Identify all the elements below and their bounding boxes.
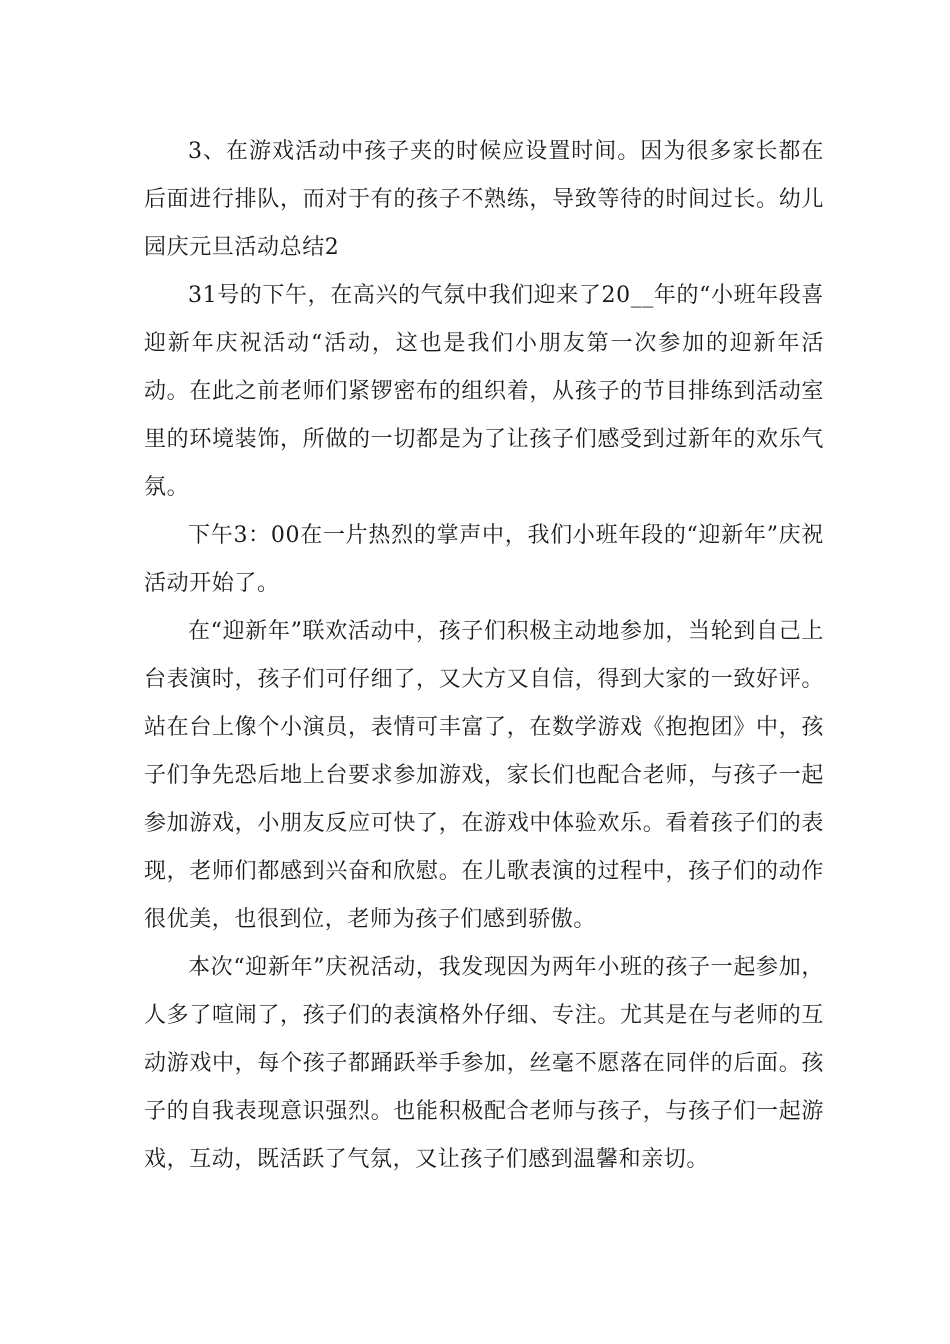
paragraph-2: 31号的下午，在高兴的气氛中我们迎来了20__年的“小班年段喜迎新年庆祝活动“活动，这也是我们小朋友第一次参加的迎新年活动。在此之前老师们紧锣密布的组织着，从孩子的节目排练到活动室里的环境装饰，所做的一切都是为了让孩子们感受到过新年的欢乐气氛。 (144, 283, 824, 500)
paragraph-4: 在“迎新年”联欢活动中，孩子们积极主动地参加，当轮到自己上台表演时，孩子们可仔细了，又大方又自信，得到大家的一致好评。站在台上像个小演员，表情可丰富了，在数学游戏《抱抱团》中，孩子们争先恐后地上台要求参加游戏，家长们也配合老师，与孩子一起参加游戏，小朋友反应可快了，在游戏中体验欢乐。看着孩子们的表现，老师们都感到兴奋和欣慰。在儿歌表演的过程中，孩子们的动作很优美，也很到位，老师为孩子们感到骄傲。 (144, 619, 824, 932)
paragraph-3: 下午3：00在一片热烈的掌声中，我们小班年段的“迎新年”庆祝活动开始了。 (144, 523, 824, 596)
paragraph-1: 3、在游戏活动中孩子夹的时候应设置时间。因为很多家长都在后面进行排队，而对于有的孩子不熟练，导致等待的时间过长。幼儿园庆元旦活动总结2 (144, 139, 824, 260)
paragraph-5: 本次“迎新年”庆祝活动，我发现因为两年小班的孩子一起参加，人多了喧闹了，孩子们的表演格外仔细、专注。尤其是在与老师的互动游戏中，每个孩子都踊跃举手参加，丝毫不愿落在同伴的后面。孩子的自我表现意识强烈。也能积极配合老师与孩子，与孩子们一起游戏，互动，既活跃了气氛，又让孩子们感到温馨和亲切。 (144, 955, 824, 1172)
document-body (144, 128, 824, 1184)
